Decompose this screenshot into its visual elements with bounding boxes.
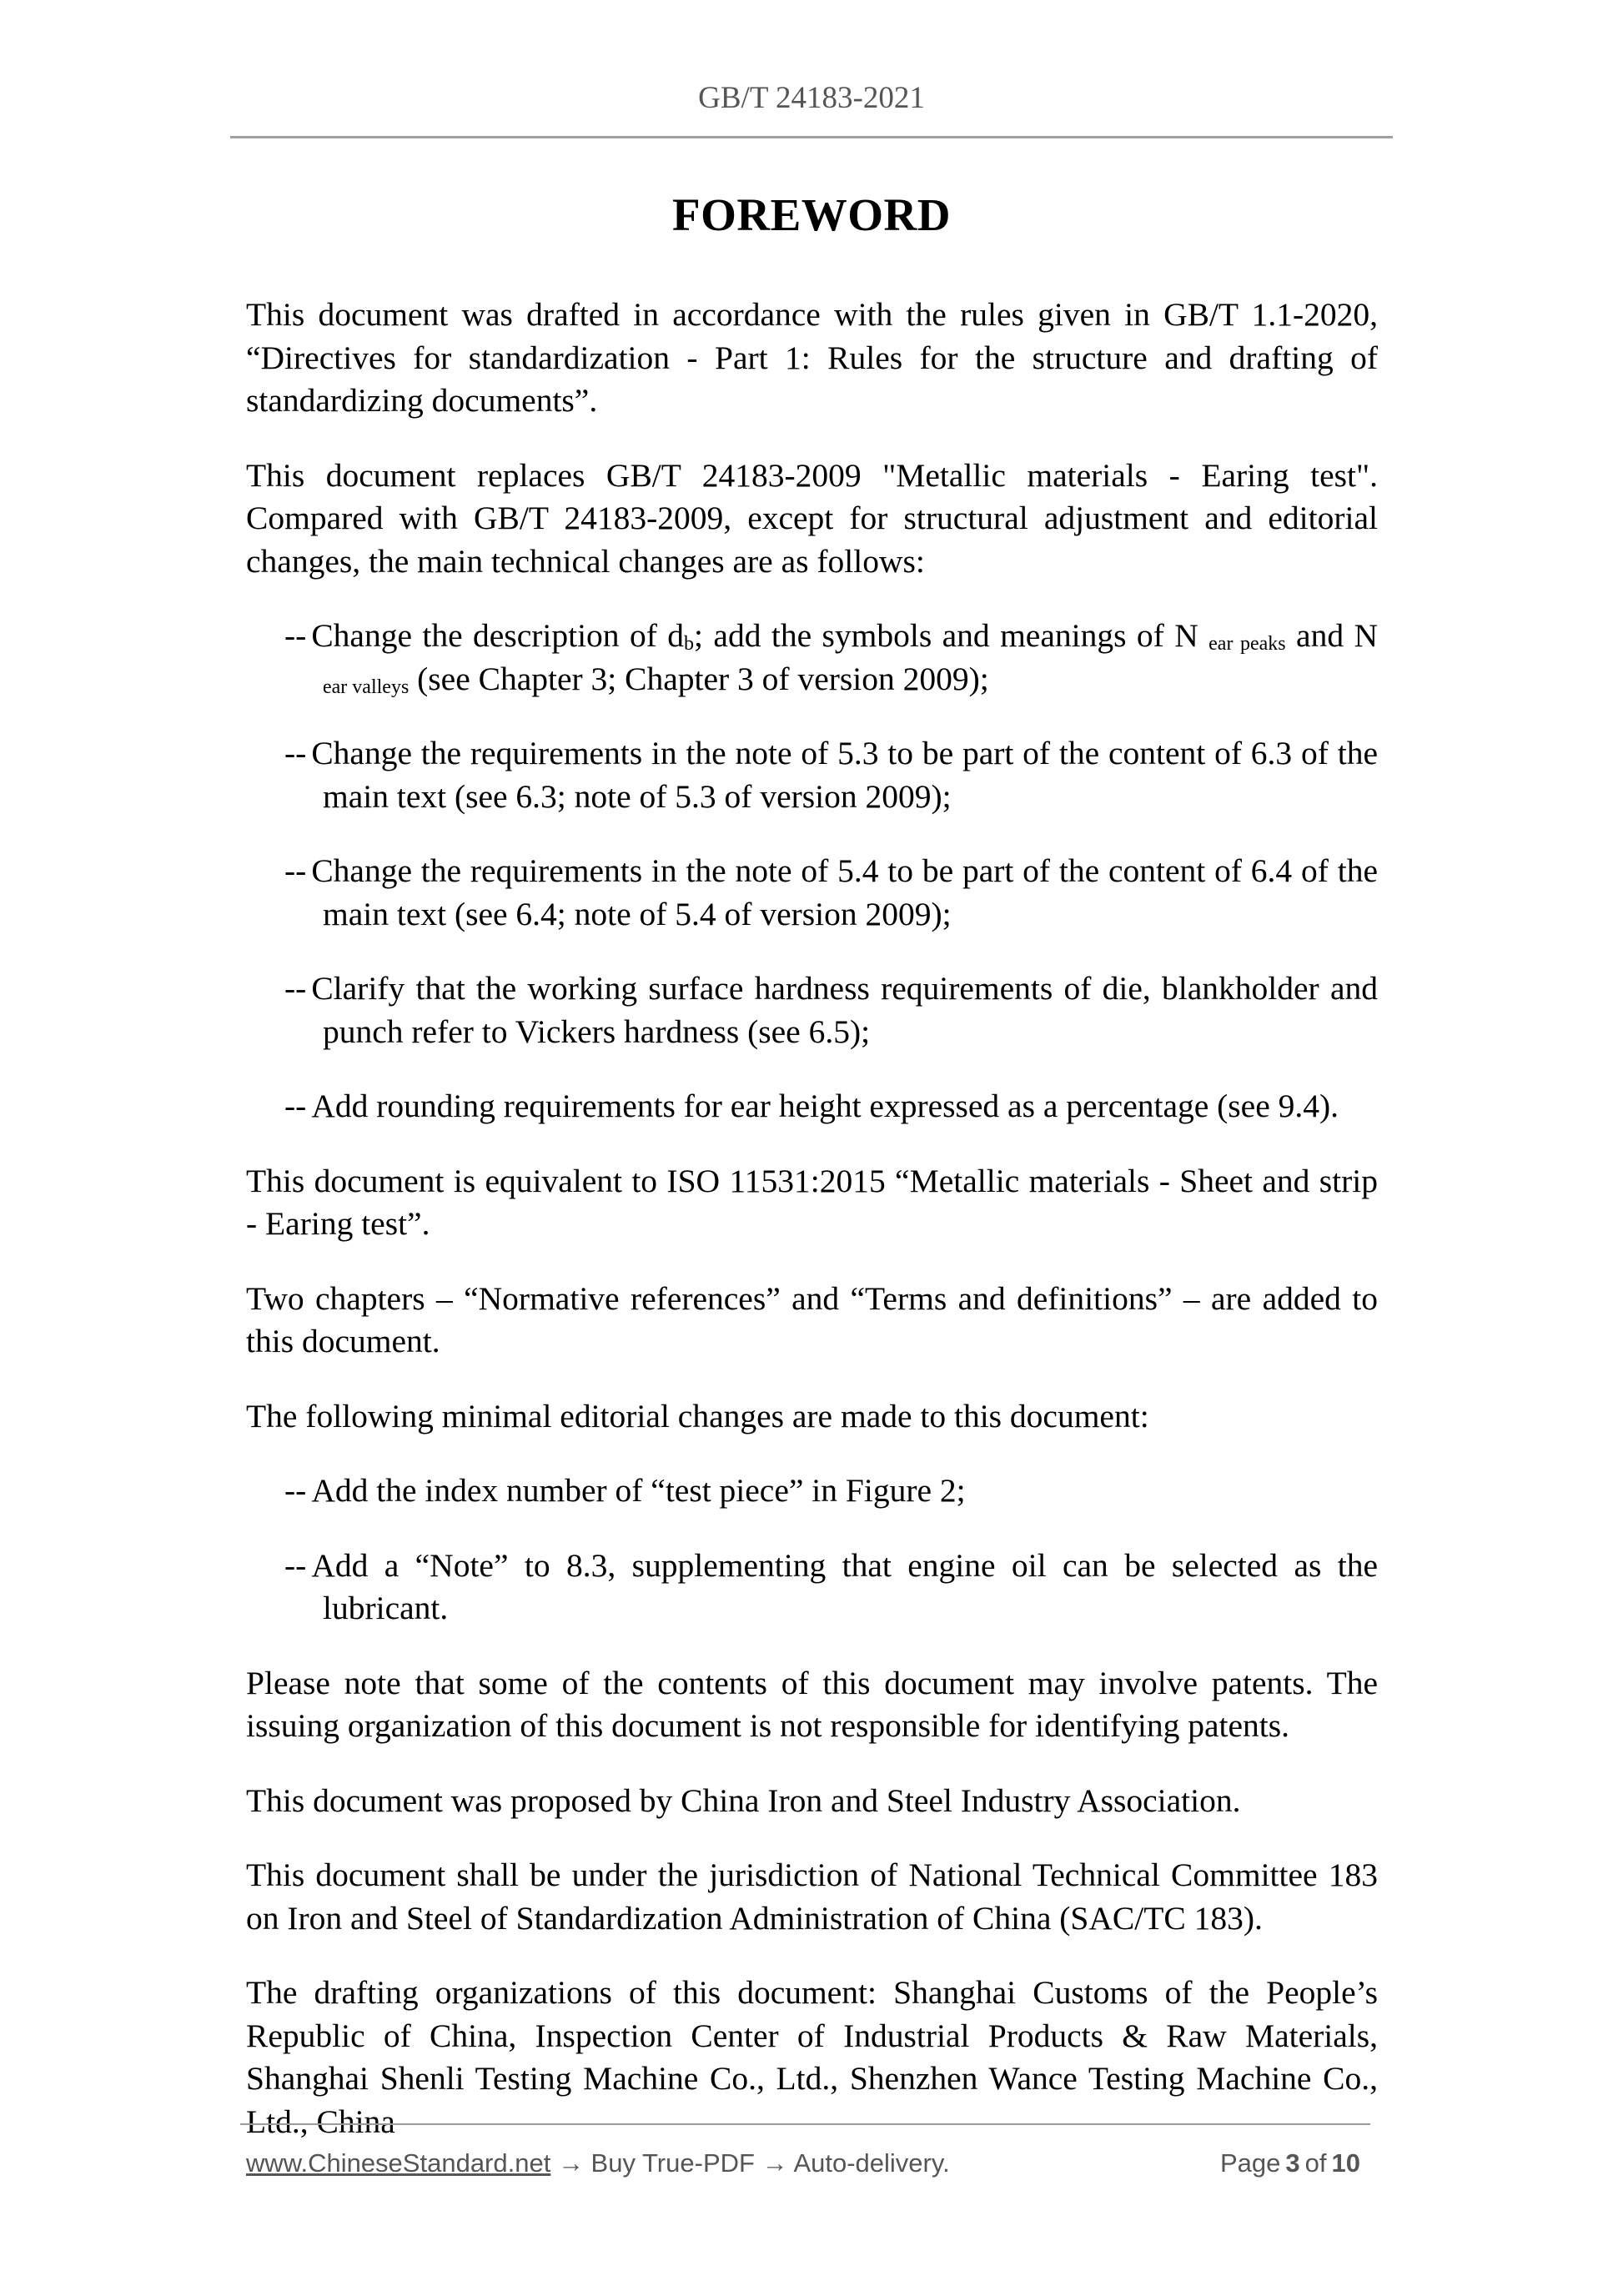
list-dash: -- — [284, 1472, 307, 1509]
footer-promo-text: → Buy True-PDF → Auto-delivery. — [550, 2148, 950, 2178]
paragraph-drafting-rules: This document was drafted in accordance with the rules given in GB/T 1.1-2020, “Directives for standardization - Part 1: Rules for the structure and drafting of standardizing documents”. — [246, 296, 1378, 419]
paragraph-jurisdiction: This document shall be under the jurisdiction of National Technical Committee 183 on Iron and Steel of Standardization Administration of China (SAC/TC 183). — [246, 1856, 1378, 1937]
paragraph-patents: Please note that some of the contents of this document may involve patents. The issuing organization of this document is not responsible for identifying patents. — [246, 1664, 1378, 1744]
list-dash: -- — [284, 970, 307, 1007]
page-of-label: of — [1304, 2148, 1327, 2178]
page-total: 10 — [1331, 2148, 1360, 2178]
list-item-text: Clarify that the working surface hardness requirements of die, blankholder and punch refer to Vickers hardness (see 6.5); — [311, 970, 1378, 1050]
list-item-text: Change the requirements in the note of 5.4 to be part of the content of 6.4 of the main text (see 6.4; note of 5.4 of version 2009); — [311, 852, 1378, 932]
document-body — [246, 294, 1378, 2175]
paragraph-replaces: This document replaces GB/T 24183-2009 "Metallic materials - Earing test". Compared with GB/T 24183-2009, except for structural adjustment and editorial changes, the main technical changes are as follows: — [246, 456, 1378, 580]
list-item-technical-change-2 — [246, 732, 1378, 818]
chinesestandard-link[interactable]: www.ChineseStandard.net — [246, 2148, 551, 2178]
paragraph-chapters-added: Two chapters – “Normative references” and “Terms and definitions” – are added to this document. — [246, 1279, 1378, 1359]
list-dash: -- — [284, 852, 307, 889]
paragraph-editorial-intro: The following minimal editorial changes are made to this document: — [246, 1397, 1149, 1434]
text-segment: Change the description of d — [311, 617, 685, 654]
list-item-text: Add a “Note” to 8.3, supplementing that engine oil can be selected as the lubricant. — [311, 1546, 1378, 1626]
text-segment: and N — [1285, 617, 1379, 654]
footer-divider — [240, 2123, 1370, 2125]
page-current: 3 — [1285, 2148, 1300, 2178]
list-item-technical-change-3 — [246, 850, 1378, 936]
subscript-b: b — [684, 633, 695, 655]
paragraph-proposed-by: This document was proposed by China Iron and Steel Industry Association. — [246, 1781, 1241, 1819]
list-item-editorial-change-1 — [246, 1470, 1378, 1513]
page-number — [1220, 2148, 1365, 2179]
list-item-technical-change-5 — [246, 1085, 1378, 1128]
page-label: Page — [1220, 2148, 1281, 2178]
paragraph-equivalent-iso: This document is equivalent to ISO 11531:2015 “Metallic materials - Sheet and strip - Earing test”. — [246, 1162, 1378, 1242]
text-segment: ; add the symbols and meanings of N — [694, 617, 1198, 654]
list-item-technical-change-1 — [246, 615, 1378, 701]
list-item-text: Change the requirements in the note of 5.3 to be part of the content of 6.3 of the main text (see 6.3; note of 5.3 of version 2009); — [311, 735, 1378, 815]
list-item-text: Add the index number of “test piece” in Figure 2; — [311, 1472, 966, 1509]
list-item-technical-change-4 — [246, 967, 1378, 1053]
list-item-editorial-change-2 — [246, 1545, 1378, 1630]
list-dash: -- — [284, 1088, 307, 1124]
list-dash: -- — [284, 1546, 307, 1584]
page-header-doc-code: GB/T 24183-2021 — [698, 81, 925, 115]
footer-promo — [246, 2148, 950, 2179]
subscript-ear-peaks: ear peaks — [1208, 633, 1286, 655]
list-dash: -- — [284, 617, 307, 654]
paragraph-drafting-organizations: The drafting organizations of this document: Shanghai Customs of the People’s Republic of China, Inspection Center of Industrial Products & Raw Materials, Shanghai Shenli Testing Machine Co., Ltd., Shenzhen Wance Testing Machine Co., Ltd., China — [246, 1974, 1378, 2140]
list-item-text: Add rounding requirements for ear height expressed as a percentage (see 9.4). — [311, 1088, 1339, 1124]
page-title: FOREWORD — [672, 189, 951, 240]
subscript-ear-valleys: ear valleys — [323, 676, 410, 698]
list-dash: -- — [284, 735, 307, 771]
page-footer — [246, 2148, 1365, 2179]
text-segment: (see Chapter 3; Chapter 3 of version 2009); — [409, 660, 989, 697]
header-divider — [230, 136, 1393, 138]
